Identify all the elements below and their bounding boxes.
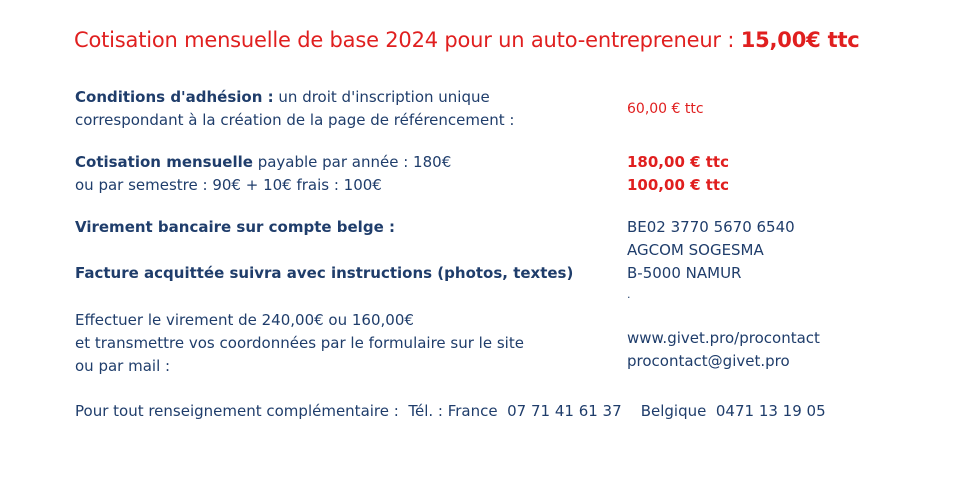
cotisation-text-1: payable par année : 180€ xyxy=(252,153,452,171)
email-link[interactable]: procontact@givet.pro xyxy=(627,352,790,370)
cotisation-line-1 xyxy=(75,151,451,173)
facture-label: Facture acquittée suivra avec instructions (photos, textes) xyxy=(75,264,574,282)
effectuer-line-3: ou par mail : xyxy=(75,357,171,375)
cotisation-price-semester: 100,00 € ttc xyxy=(627,176,729,194)
contact-footer: Pour tout renseignement complémentaire : Tél. : France 07 71 41 61 37 Belgique 0471 13 19 05 xyxy=(75,402,826,420)
conditions-text-1: un droit d'inscription unique xyxy=(273,88,490,106)
virement-dot: . xyxy=(627,288,631,301)
virement-holder: AGCOM SOGESMA xyxy=(627,241,764,259)
virement-label: Virement bancaire sur compte belge : xyxy=(75,218,395,236)
page-title xyxy=(74,28,860,52)
conditions-label: Conditions d'adhésion : xyxy=(75,88,274,106)
effectuer-line-2: et transmettre vos coordonnées par le formulaire sur le site xyxy=(75,334,524,352)
title-text: Cotisation mensuelle de base 2024 pour un auto-entrepreneur : xyxy=(74,28,741,52)
conditions-line-1 xyxy=(75,86,490,108)
website-link[interactable]: www.givet.pro/procontact xyxy=(627,329,820,347)
virement-city: B-5000 NAMUR xyxy=(627,264,742,282)
cotisation-label: Cotisation mensuelle xyxy=(75,153,253,171)
effectuer-line-1: Effectuer le virement de 240,00€ ou 160,00€ xyxy=(75,311,414,329)
cotisation-price-year: 180,00 € ttc xyxy=(627,153,729,171)
conditions-price: 60,00 € ttc xyxy=(627,101,704,117)
title-price: 15,00€ ttc xyxy=(740,28,860,52)
virement-iban: BE02 3770 5670 6540 xyxy=(627,218,795,236)
conditions-line-2: correspondant à la création de la page de référencement : xyxy=(75,111,515,129)
cotisation-line-2: ou par semestre : 90€ + 10€ frais : 100€ xyxy=(75,176,382,194)
